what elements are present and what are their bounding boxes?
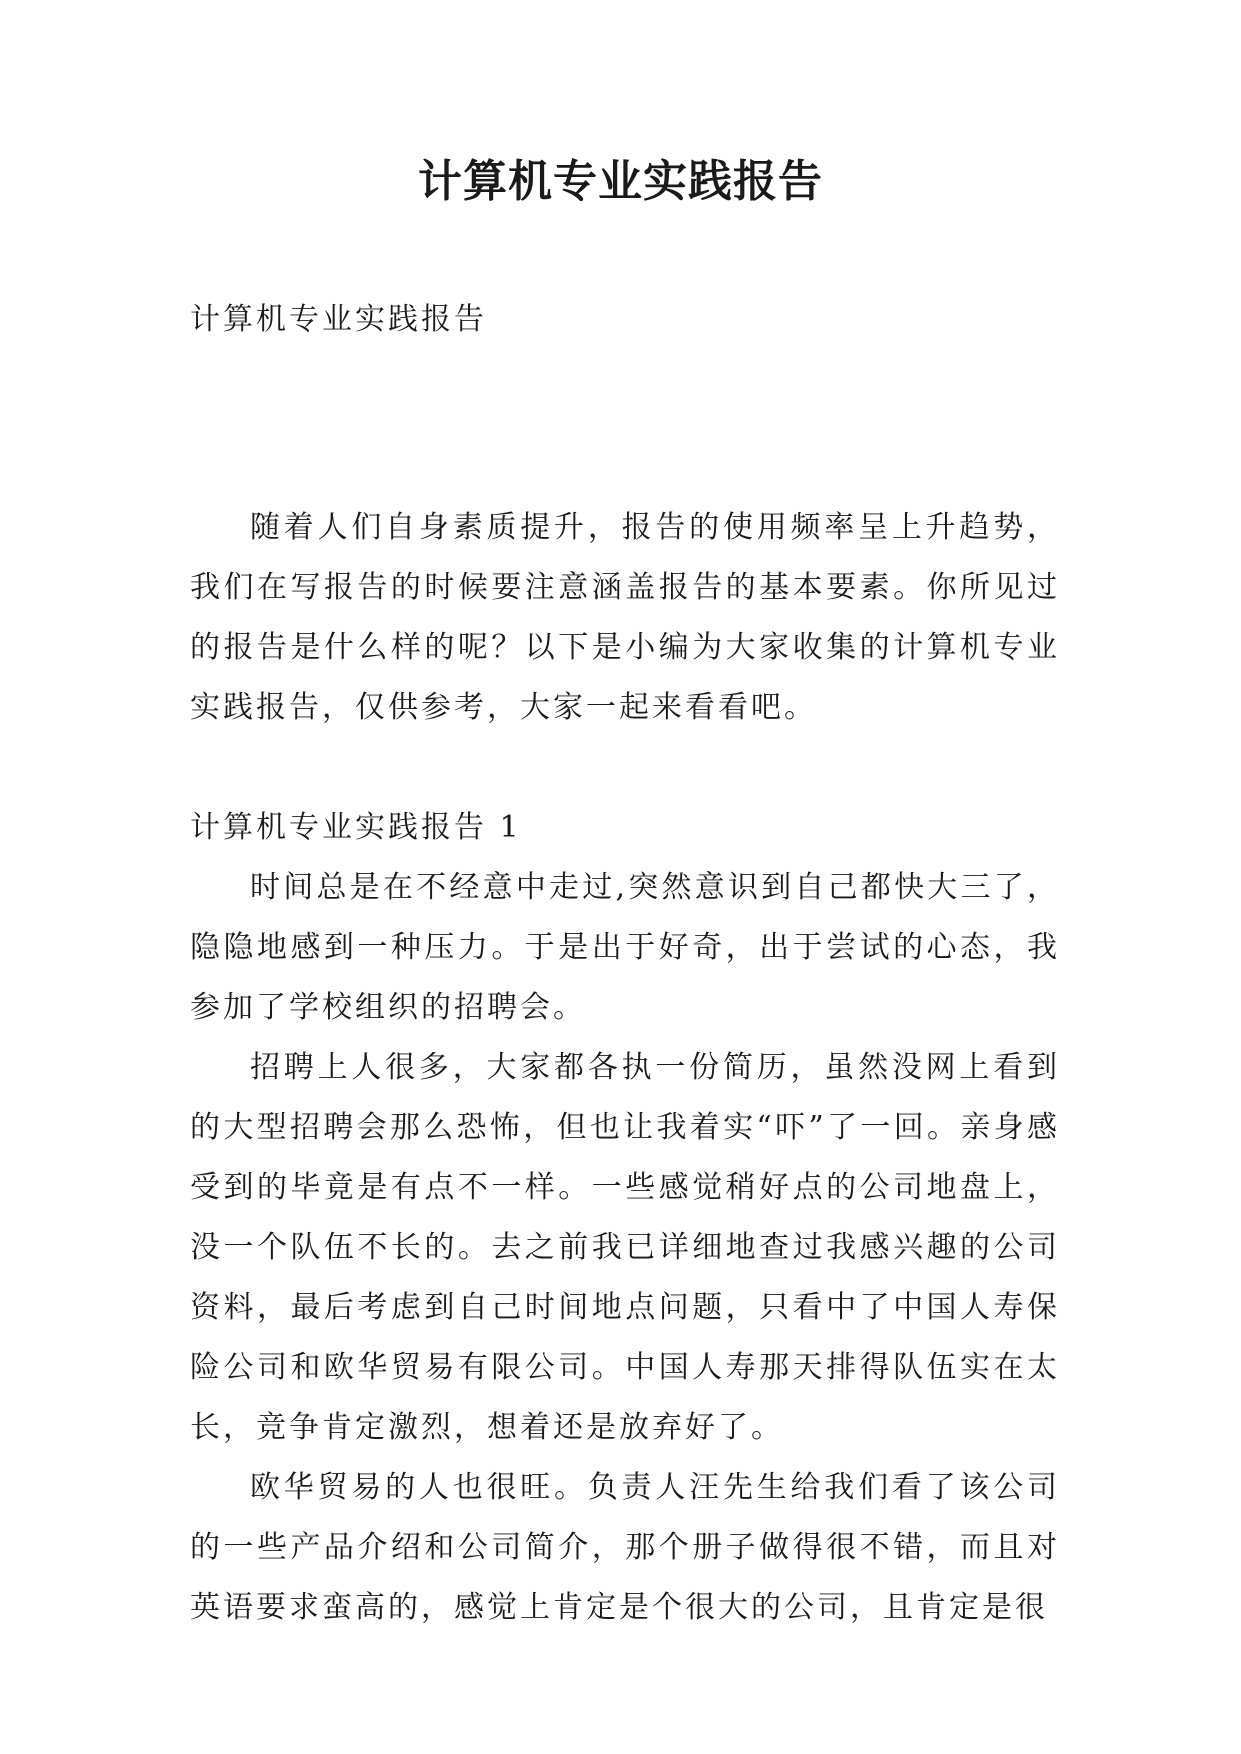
document-body — [190, 290, 1060, 1638]
document-title: 计算机专业实践报告 — [418, 156, 823, 207]
body-paragraph-3: 欧华贸易的人也很旺。负责人汪先生给我们看了该公司的一些产品介绍和公司简介，那个册子做得很不错，而且对英语要求蛮高的，感觉上肯定是个很大的公司，且肯定是很 — [190, 1470, 1060, 1625]
section-heading: 计算机专业实践报告 1 — [190, 810, 522, 845]
intro-paragraph: 随着人们自身素质提升，报告的使用频率呈上升趋势，我们在写报告的时候要注意涵盖报告的基本要素。你所见过的报告是什么样的呢？以下是小编为大家收集的计算机专业实践报告，仅供参考，大家一起来看看吧。 — [190, 510, 1060, 725]
body-paragraph-2: 招聘上人很多，大家都各执一份简历，虽然没网上看到的大型招聘会那么恐怖，但也让我着实“吓”了一回。亲身感受到的毕竟是有点不一样。一些感觉稍好点的公司地盘上，没一个队伍不长的。去之前我已详细地查过我感兴趣的公司资料，最后考虑到自己时间地点问题，只看中了中国人寿保险公司和欧华贸易有限公司。中国人寿那天排得队伍实在太长，竞争肯定激烈，想着还是放弃好了。 — [190, 1050, 1060, 1445]
body-paragraph-1: 时间总是在不经意中走过,突然意识到自己都快大三了，隐隐地感到一种压力。于是出于好奇，出于尝试的心态，我参加了学校组织的招聘会。 — [190, 870, 1060, 1025]
document-subtitle: 计算机专业实践报告 — [190, 302, 487, 337]
